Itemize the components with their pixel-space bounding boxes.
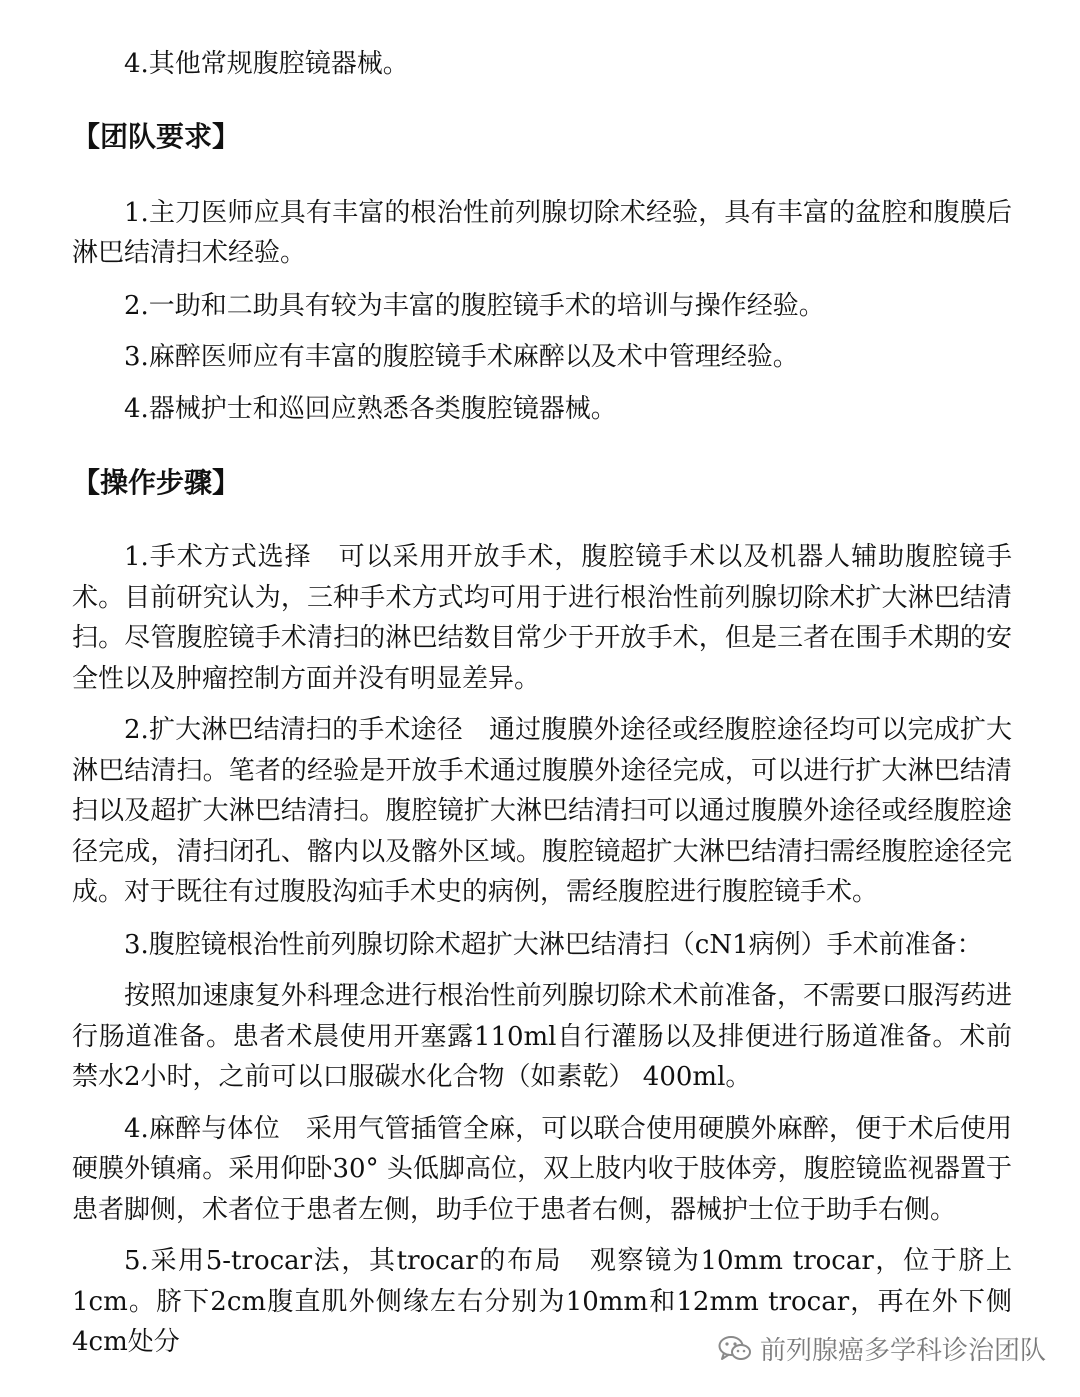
team-requirements-heading: 【团队要求】 xyxy=(72,119,241,153)
procedure-steps-heading: 【操作步骤】 xyxy=(72,466,241,499)
step-4-paragraph: 4.麻醉与体位 采用气管插管全麻，可以联合使用硬膜外麻醉，便于术后使用硬膜外镇痛。采用仰卧30° 头低脚高位，双上肢内收于肢体旁，腹腔镜监视器置于患者脚侧，术者位于患者左侧，助手位于患者右侧，器械护士位于助手右侧。 xyxy=(72,1113,1012,1225)
team-item-1: 1.主刀医师应具有丰富的根治性前列腺切除术经验，具有丰富的盆腔和腹膜后淋巴结清扫术经验。 xyxy=(72,197,1012,268)
document-body xyxy=(72,0,1012,1363)
instrument-item-4: 4.其他常规腹腔镜器械。 xyxy=(124,49,409,79)
step-2-paragraph: 2.扩大淋巴结清扫的手术途径 通过腹膜外途径或经腹腔途径均可以完成扩大淋巴结清扫。笔者的经验是开放手术通过腹膜外途径完成，可以进行扩大淋巴结清扫以及超扩大淋巴结清扫。腹腔镜扩大淋巴结清扫可以通过腹膜外途径或经腹腔途径完成，清扫闭孔、髂内以及髂外区域。腹腔镜超扩大淋巴结清扫需经腹腔途径完成。对于既往有过腹股沟疝手术史的病例，需经腹腔进行腹腔镜手术。 xyxy=(72,715,1012,907)
account-watermark xyxy=(718,1330,1046,1367)
step-3-preparation-paragraph: 按照加速康复外科理念进行根治性前列腺切除术术前准备，不需要口服泻药进行肠道准备。患者术晨使用开塞露110ml自行灌肠以及排便进行肠道准备。术前禁水2小时，之前可以口服碳水化合物（如素乾） 400ml。 xyxy=(72,981,1012,1092)
team-item-3: 3.麻醉医师应有丰富的腹腔镜手术麻醉以及术中管理经验。 xyxy=(124,342,799,372)
step-3-paragraph: 3.腹腔镜根治性前列腺切除术超扩大淋巴结清扫（cN1病例）手术前准备： xyxy=(124,929,983,960)
step-5-paragraph: 5.采用5-trocar法，其trocar的布局 观察镜为10mm trocar，位于脐上1cm。脐下2cm腹直肌外侧缘左右分别为10mm和12mm trocar，再在外下侧4cm处分 xyxy=(72,1246,1012,1357)
team-item-4: 4.器械护士和巡回应熟悉各类腹腔镜器械。 xyxy=(124,393,617,424)
wechat-icon xyxy=(718,1335,752,1363)
step-1-paragraph: 1.手术方式选择 可以采用开放手术，腹腔镜手术以及机器人辅助腹腔镜手术。目前研究认为，三种手术方式均可用于进行根治性前列腺切除术扩大淋巴结清扫。尽管腹腔镜手术清扫的淋巴结数目常少于开放手术，但是三者在围手术期的安全性以及肿瘤控制方面并没有明显差异。 xyxy=(72,542,1012,694)
team-item-2: 2.一助和二助具有较为丰富的腹腔镜手术的培训与操作经验。 xyxy=(124,290,825,321)
watermark-text: 前列腺癌多学科诊治团队 xyxy=(759,1336,1046,1366)
